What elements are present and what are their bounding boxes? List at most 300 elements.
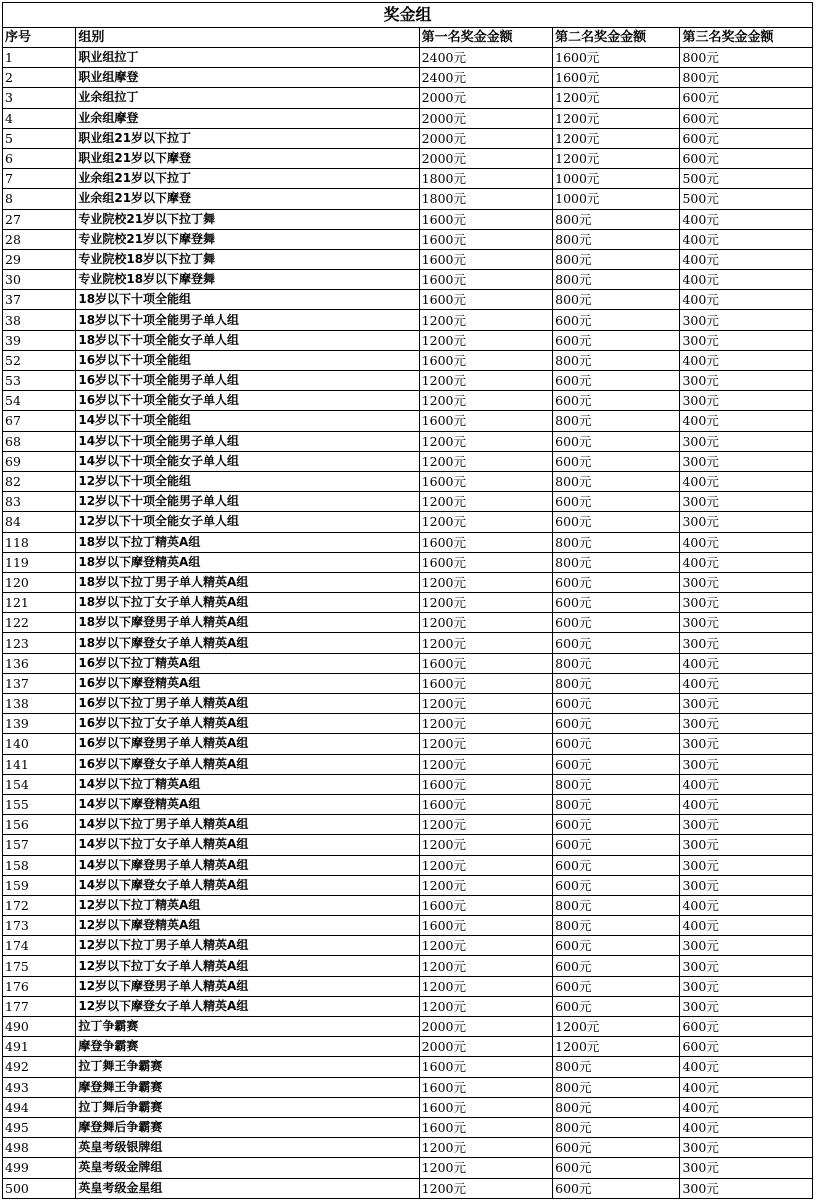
cell-second-prize: 1000元	[553, 189, 680, 209]
cell-first-prize: 1200元	[419, 694, 552, 714]
cell-group: 拉丁舞王争霸赛	[76, 1057, 419, 1077]
cell-third-prize: 300元	[680, 613, 813, 633]
cell-second-prize: 800元	[553, 794, 680, 814]
cell-first-prize: 2000元	[419, 148, 552, 168]
table-row	[3, 249, 813, 269]
cell-third-prize: 400元	[680, 270, 813, 290]
cell-first-prize: 1200元	[419, 936, 552, 956]
cell-third-prize: 300元	[680, 310, 813, 330]
cell-first-prize: 2000元	[419, 128, 552, 148]
table-row	[3, 411, 813, 431]
cell-third-prize: 400元	[680, 209, 813, 229]
cell-third-prize: 300元	[680, 1178, 813, 1198]
header-row	[3, 28, 813, 48]
cell-second-prize: 800元	[553, 471, 680, 491]
cell-third-prize: 400元	[680, 532, 813, 552]
cell-second-prize: 600元	[553, 936, 680, 956]
cell-second-prize: 600元	[553, 714, 680, 734]
cell-third-prize: 300元	[680, 572, 813, 592]
cell-seq: 2	[3, 68, 76, 88]
table-row	[3, 371, 813, 391]
cell-group: 14岁以下拉丁女子单人精英A组	[76, 835, 419, 855]
table-row	[3, 593, 813, 613]
cell-second-prize: 600元	[553, 492, 680, 512]
cell-first-prize: 1200元	[419, 593, 552, 613]
cell-third-prize: 600元	[680, 1017, 813, 1037]
header-seq: 序号	[3, 28, 76, 48]
cell-second-prize: 600元	[553, 512, 680, 532]
cell-second-prize: 600元	[553, 613, 680, 633]
cell-third-prize: 300元	[680, 1158, 813, 1178]
cell-seq: 84	[3, 512, 76, 532]
cell-third-prize: 800元	[680, 68, 813, 88]
cell-second-prize: 1200元	[553, 88, 680, 108]
cell-third-prize: 300元	[680, 996, 813, 1016]
cell-second-prize: 600元	[553, 996, 680, 1016]
cell-group: 摩登争霸赛	[76, 1037, 419, 1057]
cell-third-prize: 400元	[680, 552, 813, 572]
cell-group: 14岁以下十项全能男子单人组	[76, 431, 419, 451]
cell-group: 12岁以下十项全能组	[76, 471, 419, 491]
cell-group: 16岁以下拉丁男子单人精英A组	[76, 694, 419, 714]
table-row	[3, 68, 813, 88]
cell-second-prize: 800元	[553, 1117, 680, 1137]
cell-first-prize: 1200元	[419, 1158, 552, 1178]
cell-group: 业余组21岁以下摩登	[76, 189, 419, 209]
cell-second-prize: 800元	[553, 1057, 680, 1077]
cell-group: 专业院校18岁以下摩登舞	[76, 270, 419, 290]
cell-second-prize: 600元	[553, 976, 680, 996]
table-row	[3, 512, 813, 532]
cell-seq: 27	[3, 209, 76, 229]
cell-seq: 140	[3, 734, 76, 754]
cell-first-prize: 1200元	[419, 512, 552, 532]
table-row	[3, 1057, 813, 1077]
cell-second-prize: 800元	[553, 673, 680, 693]
cell-third-prize: 400元	[680, 350, 813, 370]
cell-second-prize: 1600元	[553, 48, 680, 68]
cell-first-prize: 1600元	[419, 229, 552, 249]
cell-seq: 175	[3, 956, 76, 976]
table-row	[3, 774, 813, 794]
cell-first-prize: 1600元	[419, 270, 552, 290]
cell-first-prize: 1600元	[419, 411, 552, 431]
cell-first-prize: 1600元	[419, 774, 552, 794]
cell-seq: 493	[3, 1077, 76, 1097]
cell-group: 18岁以下拉丁女子单人精英A组	[76, 593, 419, 613]
cell-group: 16岁以下十项全能女子单人组	[76, 391, 419, 411]
cell-seq: 174	[3, 936, 76, 956]
table-row	[3, 552, 813, 572]
cell-second-prize: 800元	[553, 209, 680, 229]
cell-seq: 136	[3, 653, 76, 673]
cell-seq: 121	[3, 593, 76, 613]
cell-second-prize: 800元	[553, 1097, 680, 1117]
cell-seq: 53	[3, 371, 76, 391]
cell-group: 14岁以下摩登女子单人精英A组	[76, 875, 419, 895]
cell-seq: 52	[3, 350, 76, 370]
cell-second-prize: 600元	[553, 1138, 680, 1158]
cell-seq: 82	[3, 471, 76, 491]
cell-group: 18岁以下摩登精英A组	[76, 552, 419, 572]
cell-third-prize: 400元	[680, 249, 813, 269]
cell-second-prize: 600元	[553, 451, 680, 471]
cell-seq: 139	[3, 714, 76, 734]
cell-group: 14岁以下十项全能组	[76, 411, 419, 431]
cell-second-prize: 800元	[553, 532, 680, 552]
cell-third-prize: 300元	[680, 734, 813, 754]
table-row	[3, 916, 813, 936]
cell-third-prize: 400元	[680, 794, 813, 814]
cell-third-prize: 300元	[680, 815, 813, 835]
table-row	[3, 815, 813, 835]
cell-first-prize: 2400元	[419, 68, 552, 88]
cell-first-prize: 1600元	[419, 471, 552, 491]
cell-second-prize: 600元	[553, 1178, 680, 1198]
cell-first-prize: 1200元	[419, 492, 552, 512]
cell-group: 16岁以下拉丁精英A组	[76, 653, 419, 673]
table-row	[3, 673, 813, 693]
cell-first-prize: 1600元	[419, 794, 552, 814]
cell-third-prize: 300元	[680, 330, 813, 350]
table-row	[3, 996, 813, 1016]
cell-first-prize: 1200元	[419, 1178, 552, 1198]
cell-third-prize: 400元	[680, 229, 813, 249]
cell-second-prize: 1200元	[553, 148, 680, 168]
cell-third-prize: 400元	[680, 1097, 813, 1117]
cell-third-prize: 400元	[680, 774, 813, 794]
cell-first-prize: 1200元	[419, 633, 552, 653]
cell-seq: 1	[3, 48, 76, 68]
cell-third-prize: 300元	[680, 391, 813, 411]
cell-third-prize: 400元	[680, 411, 813, 431]
cell-seq: 69	[3, 451, 76, 471]
cell-second-prize: 800元	[553, 350, 680, 370]
cell-group: 14岁以下摩登精英A组	[76, 794, 419, 814]
cell-first-prize: 1600元	[419, 350, 552, 370]
cell-third-prize: 600元	[680, 108, 813, 128]
cell-first-prize: 2000元	[419, 88, 552, 108]
cell-seq: 495	[3, 1117, 76, 1137]
table-row	[3, 128, 813, 148]
cell-third-prize: 300元	[680, 875, 813, 895]
cell-group: 英皇考级金牌组	[76, 1158, 419, 1178]
cell-seq: 4	[3, 108, 76, 128]
cell-first-prize: 1200元	[419, 310, 552, 330]
cell-first-prize: 1200元	[419, 371, 552, 391]
cell-third-prize: 300元	[680, 633, 813, 653]
table-row	[3, 108, 813, 128]
cell-group: 16岁以下十项全能男子单人组	[76, 371, 419, 391]
table-row	[3, 936, 813, 956]
cell-third-prize: 800元	[680, 48, 813, 68]
cell-first-prize: 1600元	[419, 209, 552, 229]
cell-second-prize: 600元	[553, 391, 680, 411]
cell-group: 16岁以下摩登男子单人精英A组	[76, 734, 419, 754]
table-row	[3, 572, 813, 592]
cell-first-prize: 2000元	[419, 108, 552, 128]
cell-second-prize: 600元	[553, 330, 680, 350]
cell-seq: 119	[3, 552, 76, 572]
table-row	[3, 794, 813, 814]
cell-third-prize: 400元	[680, 290, 813, 310]
cell-second-prize: 800元	[553, 229, 680, 249]
cell-second-prize: 800元	[553, 290, 680, 310]
cell-second-prize: 800元	[553, 916, 680, 936]
cell-third-prize: 300元	[680, 835, 813, 855]
cell-second-prize: 800元	[553, 653, 680, 673]
cell-first-prize: 1200元	[419, 451, 552, 471]
cell-seq: 137	[3, 673, 76, 693]
table-row	[3, 209, 813, 229]
cell-first-prize: 1600元	[419, 673, 552, 693]
cell-group: 专业院校18岁以下拉丁舞	[76, 249, 419, 269]
cell-third-prize: 400元	[680, 673, 813, 693]
cell-second-prize: 600元	[553, 572, 680, 592]
title-row	[3, 3, 813, 28]
table-row	[3, 653, 813, 673]
cell-seq: 67	[3, 411, 76, 431]
prize-table	[2, 2, 813, 1199]
cell-seq: 120	[3, 572, 76, 592]
cell-seq: 5	[3, 128, 76, 148]
cell-group: 12岁以下摩登男子单人精英A组	[76, 976, 419, 996]
table-row	[3, 270, 813, 290]
cell-second-prize: 800元	[553, 1077, 680, 1097]
cell-first-prize: 1600元	[419, 653, 552, 673]
table-row	[3, 1178, 813, 1198]
cell-first-prize: 1200元	[419, 714, 552, 734]
cell-first-prize: 1600元	[419, 1077, 552, 1097]
cell-first-prize: 1600元	[419, 895, 552, 915]
cell-group: 12岁以下摩登女子单人精英A组	[76, 996, 419, 1016]
cell-seq: 154	[3, 774, 76, 794]
cell-first-prize: 1200元	[419, 734, 552, 754]
cell-group: 18岁以下摩登女子单人精英A组	[76, 633, 419, 653]
table-row	[3, 875, 813, 895]
cell-seq: 38	[3, 310, 76, 330]
cell-group: 14岁以下十项全能女子单人组	[76, 451, 419, 471]
cell-seq: 122	[3, 613, 76, 633]
cell-third-prize: 300元	[680, 936, 813, 956]
cell-second-prize: 800元	[553, 411, 680, 431]
cell-group: 专业院校21岁以下拉丁舞	[76, 209, 419, 229]
cell-group: 16岁以下拉丁女子单人精英A组	[76, 714, 419, 734]
table-row	[3, 895, 813, 915]
table-row	[3, 88, 813, 108]
table-row	[3, 1017, 813, 1037]
cell-third-prize: 300元	[680, 1138, 813, 1158]
table-row	[3, 350, 813, 370]
cell-group: 业余组拉丁	[76, 88, 419, 108]
table-row	[3, 734, 813, 754]
cell-seq: 68	[3, 431, 76, 451]
cell-first-prize: 1200元	[419, 835, 552, 855]
cell-group: 12岁以下十项全能女子单人组	[76, 512, 419, 532]
cell-seq: 138	[3, 694, 76, 714]
cell-first-prize: 1600元	[419, 249, 552, 269]
cell-seq: 173	[3, 916, 76, 936]
cell-first-prize: 1800元	[419, 169, 552, 189]
cell-third-prize: 400元	[680, 1077, 813, 1097]
cell-group: 18岁以下拉丁精英A组	[76, 532, 419, 552]
cell-first-prize: 1200元	[419, 613, 552, 633]
cell-first-prize: 1200元	[419, 996, 552, 1016]
cell-seq: 29	[3, 249, 76, 269]
cell-third-prize: 300元	[680, 371, 813, 391]
cell-second-prize: 600元	[553, 310, 680, 330]
table-row	[3, 391, 813, 411]
cell-third-prize: 300元	[680, 714, 813, 734]
table-row	[3, 1117, 813, 1137]
cell-second-prize: 800元	[553, 774, 680, 794]
cell-third-prize: 400元	[680, 916, 813, 936]
cell-group: 职业组拉丁	[76, 48, 419, 68]
table-row	[3, 613, 813, 633]
cell-second-prize: 600元	[553, 633, 680, 653]
cell-second-prize: 600元	[553, 371, 680, 391]
cell-seq: 54	[3, 391, 76, 411]
cell-first-prize: 1600元	[419, 552, 552, 572]
cell-third-prize: 400元	[680, 653, 813, 673]
cell-third-prize: 600元	[680, 88, 813, 108]
cell-seq: 177	[3, 996, 76, 1016]
table-row	[3, 148, 813, 168]
cell-second-prize: 800元	[553, 249, 680, 269]
cell-seq: 37	[3, 290, 76, 310]
table-row	[3, 956, 813, 976]
cell-third-prize: 500元	[680, 169, 813, 189]
table-row	[3, 714, 813, 734]
table-row	[3, 976, 813, 996]
cell-second-prize: 600元	[553, 734, 680, 754]
cell-third-prize: 600元	[680, 128, 813, 148]
cell-second-prize: 600元	[553, 855, 680, 875]
cell-second-prize: 600元	[553, 875, 680, 895]
cell-second-prize: 800元	[553, 270, 680, 290]
table-title: 奖金组	[3, 3, 813, 28]
cell-third-prize: 400元	[680, 1117, 813, 1137]
cell-first-prize: 1200元	[419, 875, 552, 895]
cell-first-prize: 1600元	[419, 1117, 552, 1137]
cell-seq: 176	[3, 976, 76, 996]
table-row	[3, 229, 813, 249]
cell-third-prize: 300元	[680, 855, 813, 875]
cell-group: 14岁以下拉丁男子单人精英A组	[76, 815, 419, 835]
cell-group: 英皇考级银牌组	[76, 1138, 419, 1158]
cell-first-prize: 1200元	[419, 572, 552, 592]
table-row	[3, 1138, 813, 1158]
table-body	[3, 48, 813, 1199]
cell-group: 18岁以下十项全能组	[76, 290, 419, 310]
cell-second-prize: 1200元	[553, 108, 680, 128]
cell-seq: 498	[3, 1138, 76, 1158]
cell-seq: 494	[3, 1097, 76, 1117]
cell-seq: 118	[3, 532, 76, 552]
table-row	[3, 451, 813, 471]
cell-first-prize: 1200元	[419, 976, 552, 996]
cell-first-prize: 2000元	[419, 1037, 552, 1057]
cell-third-prize: 300元	[680, 694, 813, 714]
header-third-prize: 第三名奖金金额	[680, 28, 813, 48]
cell-third-prize: 500元	[680, 189, 813, 209]
cell-seq: 141	[3, 754, 76, 774]
cell-third-prize: 400元	[680, 1057, 813, 1077]
cell-second-prize: 1000元	[553, 169, 680, 189]
cell-seq: 500	[3, 1178, 76, 1198]
cell-seq: 6	[3, 148, 76, 168]
cell-second-prize: 800元	[553, 552, 680, 572]
cell-third-prize: 300元	[680, 593, 813, 613]
cell-first-prize: 1200元	[419, 754, 552, 774]
cell-third-prize: 300元	[680, 451, 813, 471]
cell-second-prize: 600元	[553, 815, 680, 835]
cell-group: 12岁以下拉丁男子单人精英A组	[76, 936, 419, 956]
table-row	[3, 330, 813, 350]
table-row	[3, 189, 813, 209]
cell-seq: 159	[3, 875, 76, 895]
header-second-prize: 第二名奖金金额	[553, 28, 680, 48]
cell-seq: 7	[3, 169, 76, 189]
cell-group: 18岁以下十项全能男子单人组	[76, 310, 419, 330]
cell-seq: 156	[3, 815, 76, 835]
cell-third-prize: 300元	[680, 512, 813, 532]
cell-seq: 492	[3, 1057, 76, 1077]
cell-seq: 3	[3, 88, 76, 108]
cell-second-prize: 600元	[553, 754, 680, 774]
cell-seq: 172	[3, 895, 76, 915]
table-row	[3, 532, 813, 552]
header-first-prize: 第一名奖金金额	[419, 28, 552, 48]
cell-second-prize: 600元	[553, 593, 680, 613]
table-row	[3, 694, 813, 714]
cell-third-prize: 300元	[680, 976, 813, 996]
cell-seq: 8	[3, 189, 76, 209]
table-row	[3, 310, 813, 330]
cell-third-prize: 600元	[680, 1037, 813, 1057]
prize-table-sheet	[2, 2, 813, 1199]
table-row	[3, 633, 813, 653]
cell-seq: 158	[3, 855, 76, 875]
cell-third-prize: 300元	[680, 754, 813, 774]
cell-group: 摩登舞后争霸赛	[76, 1117, 419, 1137]
cell-first-prize: 2400元	[419, 48, 552, 68]
header-group: 组别	[76, 28, 419, 48]
table-row	[3, 1158, 813, 1178]
cell-second-prize: 600元	[553, 694, 680, 714]
cell-group: 职业组摩登	[76, 68, 419, 88]
table-row	[3, 48, 813, 68]
cell-second-prize: 1200元	[553, 1037, 680, 1057]
cell-group: 职业组21岁以下摩登	[76, 148, 419, 168]
table-row	[3, 835, 813, 855]
cell-seq: 30	[3, 270, 76, 290]
cell-group: 拉丁舞后争霸赛	[76, 1097, 419, 1117]
table-row	[3, 1097, 813, 1117]
cell-group: 职业组21岁以下拉丁	[76, 128, 419, 148]
cell-first-prize: 1600元	[419, 1097, 552, 1117]
table-row	[3, 1037, 813, 1057]
cell-group: 业余组21岁以下拉丁	[76, 169, 419, 189]
table-row	[3, 754, 813, 774]
cell-seq: 491	[3, 1037, 76, 1057]
cell-seq: 155	[3, 794, 76, 814]
cell-second-prize: 600元	[553, 835, 680, 855]
cell-group: 专业院校21岁以下摩登舞	[76, 229, 419, 249]
cell-first-prize: 1200元	[419, 855, 552, 875]
cell-third-prize: 400元	[680, 895, 813, 915]
cell-group: 拉丁争霸赛	[76, 1017, 419, 1037]
